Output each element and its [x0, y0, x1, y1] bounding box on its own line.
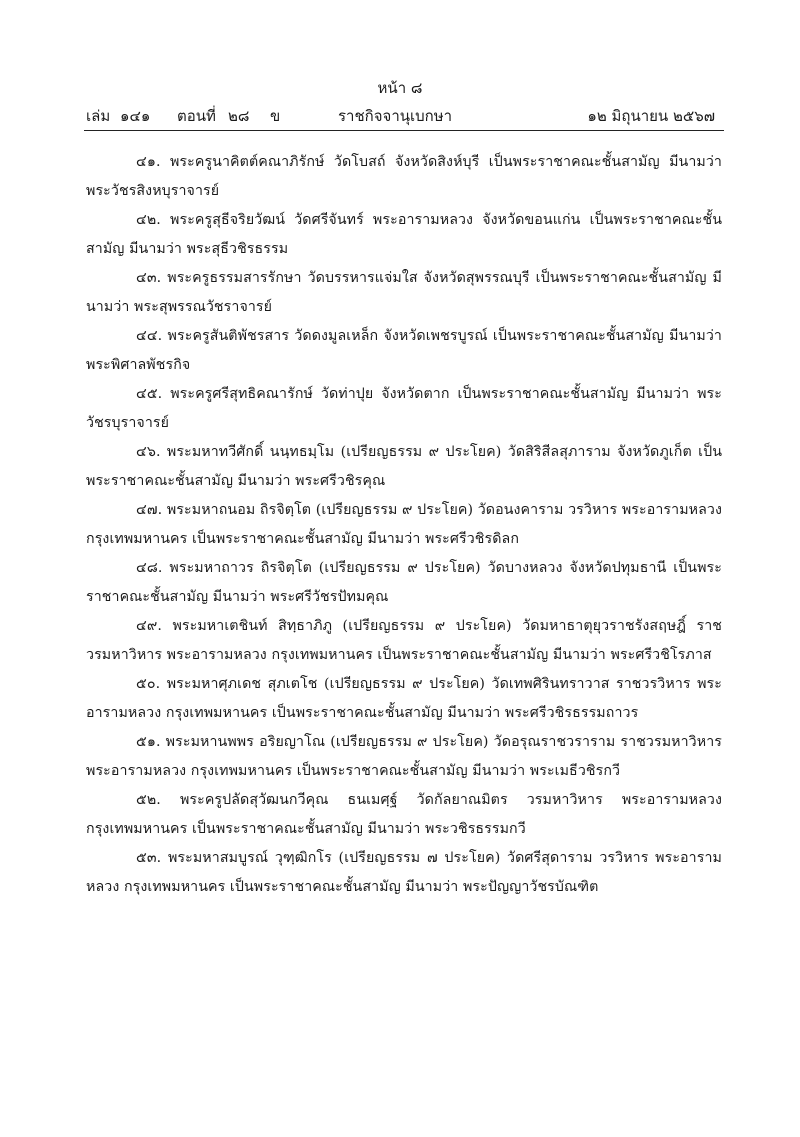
appointment-entry-49: ๔๙. พระมหาเตชินท์ สิทฺธาภิภู (เปรียญธรรม ๙ ประโยค) วัดมหาธาตุยุวราชรังสฤษฎิ์ ราชวรมหาวิหาร พระอารามหลวง กรุงเทพมหานคร เป็นพระราชาคณะชั้นสามัญ มีนามว่า พระศรีวชิโรภาส [86, 618, 722, 663]
publication-date: ๑๒ มิถุนายน ๒๕๖๗ [587, 107, 715, 125]
appointment-entry-43: ๔๓. พระครูธรรมสารรักษา วัดบรรหารแจ่มใส จังหวัดสุพรรณบุรี เป็นพระราชาคณะชั้นสามัญ มีนามว่า พระสุพรรณวัชราจารย์ [86, 270, 722, 315]
appointment-entry-47: ๔๗. พระมหาถนอม ถิรจิตฺโต (เปรียญธรรม ๙ ประโยค) วัดอนงคาราม วรวิหาร พระอารามหลวง กรุงเทพมหานคร เป็นพระราชาคณะชั้นสามัญ มีนามว่า พระศรีวชิรดิลก [86, 502, 722, 547]
appointment-list [86, 148, 722, 902]
section-letter: ข [270, 107, 281, 125]
issue-number: ๒๘ [228, 107, 250, 125]
appointment-entry-45: ๔๕. พระครูศรีสุทธิคณารักษ์ วัดท่าปุย จังหวัดตาก เป็นพระราชาคณะชั้นสามัญ มีนามว่า พระวัชรบุราจารย์ [86, 386, 722, 431]
page-number: หน้า ๘ [377, 79, 423, 97]
gazette-title: ราชกิจจานุเบกษา [338, 107, 453, 125]
volume-number: ๑๔๑ [120, 107, 151, 125]
appointment-entry-50: ๕๐. พระมหาศุภเดช สุภเตโช (เปรียญธรรม ๙ ประโยค) วัดเทพศิรินทราวาส ราชวรวิหาร พระอารามหลวง กรุงเทพมหานคร เป็นพระราชาคณะชั้นสามัญ มีนามว่า พระศรีวชิรธรรมถาวร [86, 676, 722, 721]
appointment-entry-48: ๔๘. พระมหาถาวร ถิรจิตฺโต (เปรียญธรรม ๙ ประโยค) วัดบางหลวง จังหวัดปทุมธานี เป็นพระราชาคณะชั้นสามัญ มีนามว่า พระศรีวัชรปัทมคุณ [86, 560, 722, 605]
appointment-entry-46: ๔๖. พระมหาทวีศักดิ์ นนฺทธมฺโม (เปรียญธรรม ๙ ประโยค) วัดสิริสีลสุภาราม จังหวัดภูเก็ต เป็นพระราชาคณะชั้นสามัญ มีนามว่า พระศรีวชิรคุณ [86, 444, 722, 489]
header-divider [84, 130, 724, 131]
appointment-entry-53: ๕๓. พระมหาสมบูรณ์ วุฑฺฒิกโร (เปรียญธรรม ๗ ประโยค) วัดศรีสุดาราม วรวิหาร พระอารามหลวง กรุงเทพมหานคร เป็นพระราชาคณะชั้นสามัญ มีนามว่า พระปัญญาวัชรบัณฑิต [86, 850, 722, 895]
issue-label: ตอนที่ [177, 107, 216, 125]
appointment-entry-52: ๕๒. พระครูปลัดสุวัฒนกวีคุณ ธนเมศฺฐ์ วัดกัลยาณมิตร วรมหาวิหาร พระอารามหลวง กรุงเทพมหานคร เป็นพระราชาคณะชั้นสามัญ มีนามว่า พระวชิรธรรมกวี [86, 792, 722, 837]
appointment-entry-51: ๕๑. พระมหานพพร อริยญาโณ (เปรียญธรรม ๙ ประโยค) วัดอรุณราชวราราม ราชวรมหาวิหาร พระอารามหลวง กรุงเทพมหานคร เป็นพระราชาคณะชั้นสามัญ มีนามว่า พระเมธีวชิรกวี [86, 734, 722, 779]
volume-label: เล่ม [86, 107, 111, 125]
appointment-entry-44: ๔๔. พระครูสันติพัชรสาร วัดดงมูลเหล็ก จังหวัดเพชรบูรณ์ เป็นพระราชาคณะชั้นสามัญ มีนามว่า พระพิศาลพัชรกิจ [86, 328, 722, 373]
appointment-entry-42: ๔๒. พระครูสุธีจริยวัฒน์ วัดศรีจันทร์ พระอารามหลวง จังหวัดขอนแก่น เป็นพระราชาคณะชั้นสามัญ มีนามว่า พระสุธีวชิรธรรม [86, 212, 722, 257]
appointment-entry-41: ๔๑. พระครูนาคิตต์คณาภิรักษ์ วัดโบสถ์ จังหวัดสิงห์บุรี เป็นพระราชาคณะชั้นสามัญ มีนามว่า พระวัชรสิงหบุราจารย์ [86, 154, 722, 199]
gazette-header [0, 104, 800, 126]
